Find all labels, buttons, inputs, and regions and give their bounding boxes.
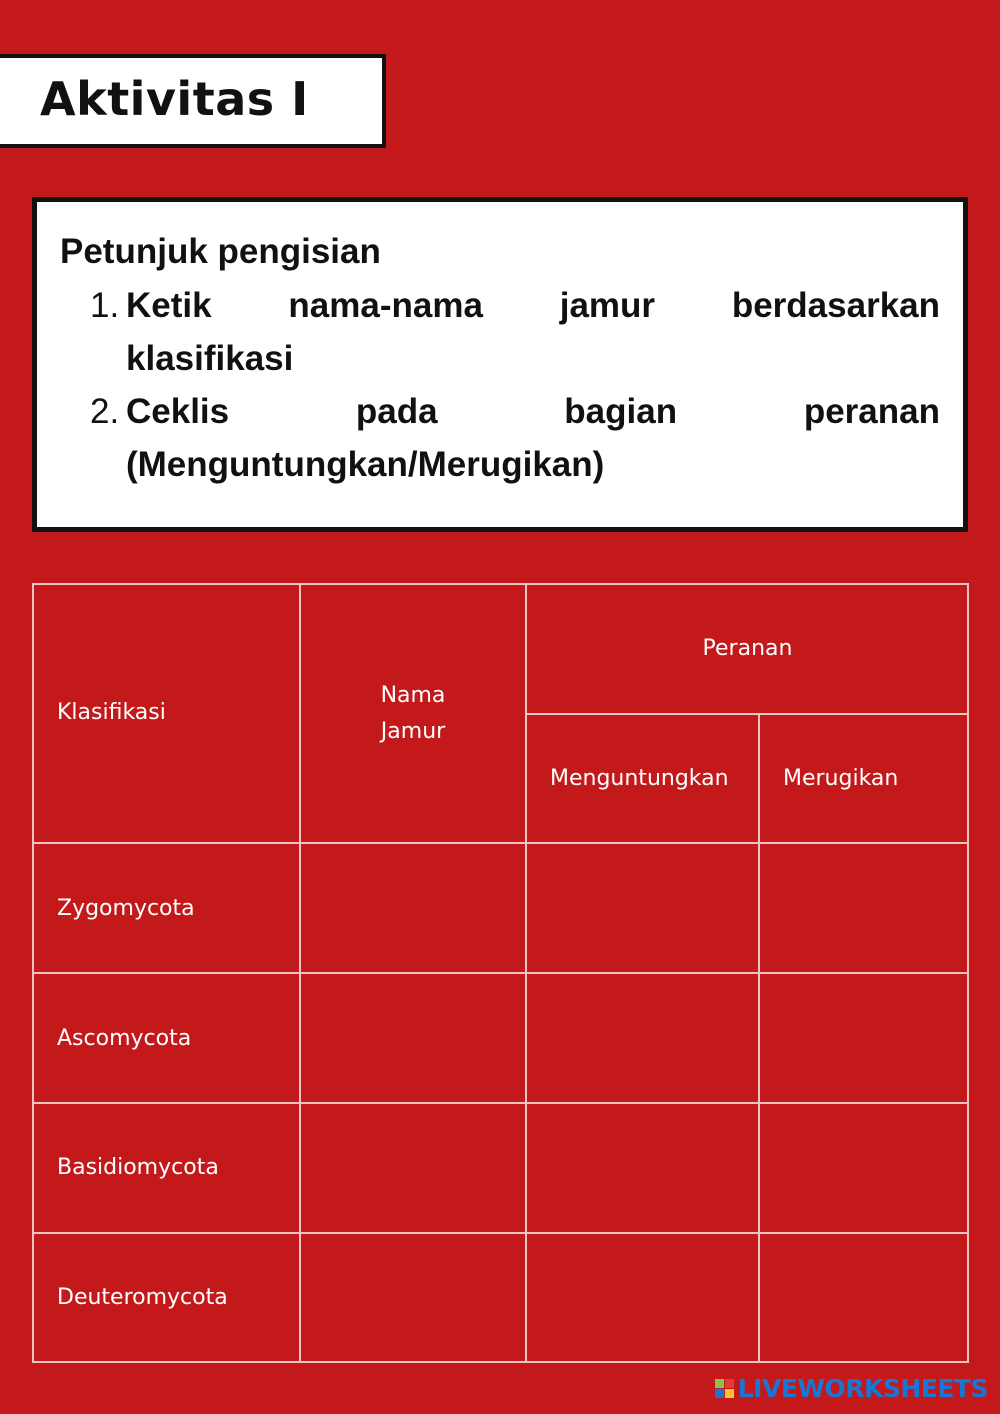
- liveworksheets-logo-icon: [715, 1379, 734, 1398]
- instruction-word: peranan: [803, 392, 940, 431]
- instruction-number: 2.: [90, 392, 120, 431]
- nama-jamur-input[interactable]: [302, 1235, 524, 1360]
- header-nama-jamur-line2: Jamur: [380, 719, 446, 744]
- instruction-continuation: (Menguntungkan/Merugikan): [126, 445, 605, 484]
- table-divider: [32, 972, 969, 974]
- instruction-word: pada: [355, 392, 438, 431]
- row-label-deuteromycota: Deuteromycota: [57, 1285, 228, 1310]
- merugikan-checkbox[interactable]: [761, 845, 966, 971]
- activity-title: Aktivitas I: [40, 72, 309, 126]
- nama-jamur-input[interactable]: [302, 975, 524, 1101]
- row-label-basidiomycota: Basidiomycota: [57, 1155, 219, 1180]
- instruction-word: Ketik: [126, 286, 212, 325]
- menguntungkan-checkbox[interactable]: [528, 1105, 757, 1231]
- header-peranan: Peranan: [702, 636, 793, 661]
- nama-jamur-input[interactable]: [302, 845, 524, 971]
- table-border-top: [32, 583, 969, 585]
- table-border-right: [967, 583, 969, 1363]
- instruction-word: berdasarkan: [731, 286, 940, 325]
- row-label-ascomycota: Ascomycota: [57, 1026, 192, 1051]
- instruction-word: nama-nama: [288, 286, 483, 325]
- table-divider: [32, 1232, 969, 1234]
- merugikan-checkbox[interactable]: [761, 975, 966, 1101]
- header-nama-jamur-line1: Nama: [380, 683, 446, 708]
- menguntungkan-checkbox[interactable]: [528, 845, 757, 971]
- table-border-bottom: [32, 1361, 969, 1363]
- table-border-left: [32, 583, 34, 1363]
- liveworksheets-logo: [715, 1374, 988, 1403]
- merugikan-checkbox[interactable]: [761, 1235, 966, 1360]
- instruction-line: [126, 279, 940, 332]
- instruction-continuation: klasifikasi: [126, 339, 294, 378]
- header-menguntungkan: Menguntungkan: [550, 766, 729, 791]
- instructions-heading: Petunjuk pengisian: [60, 232, 381, 271]
- liveworksheets-logo-text: LIVEWORKSHEETS: [737, 1374, 988, 1403]
- instruction-word: jamur: [559, 286, 656, 325]
- merugikan-checkbox[interactable]: [761, 1105, 966, 1231]
- instruction-word: Ceklis: [126, 392, 230, 431]
- row-label-zygomycota: Zygomycota: [57, 896, 195, 921]
- header-merugikan: Merugikan: [783, 766, 899, 791]
- table-divider: [32, 842, 969, 844]
- instruction-line: [126, 385, 940, 438]
- menguntungkan-checkbox[interactable]: [528, 975, 757, 1101]
- table-divider-peranan: [526, 713, 969, 715]
- instruction-number: 1.: [90, 286, 120, 325]
- menguntungkan-checkbox[interactable]: [528, 1235, 757, 1360]
- nama-jamur-input[interactable]: [302, 1105, 524, 1231]
- header-klasifikasi: Klasifikasi: [57, 700, 166, 725]
- table-divider: [32, 1102, 969, 1104]
- instruction-word: bagian: [564, 392, 678, 431]
- table-column-divider: [758, 713, 760, 1363]
